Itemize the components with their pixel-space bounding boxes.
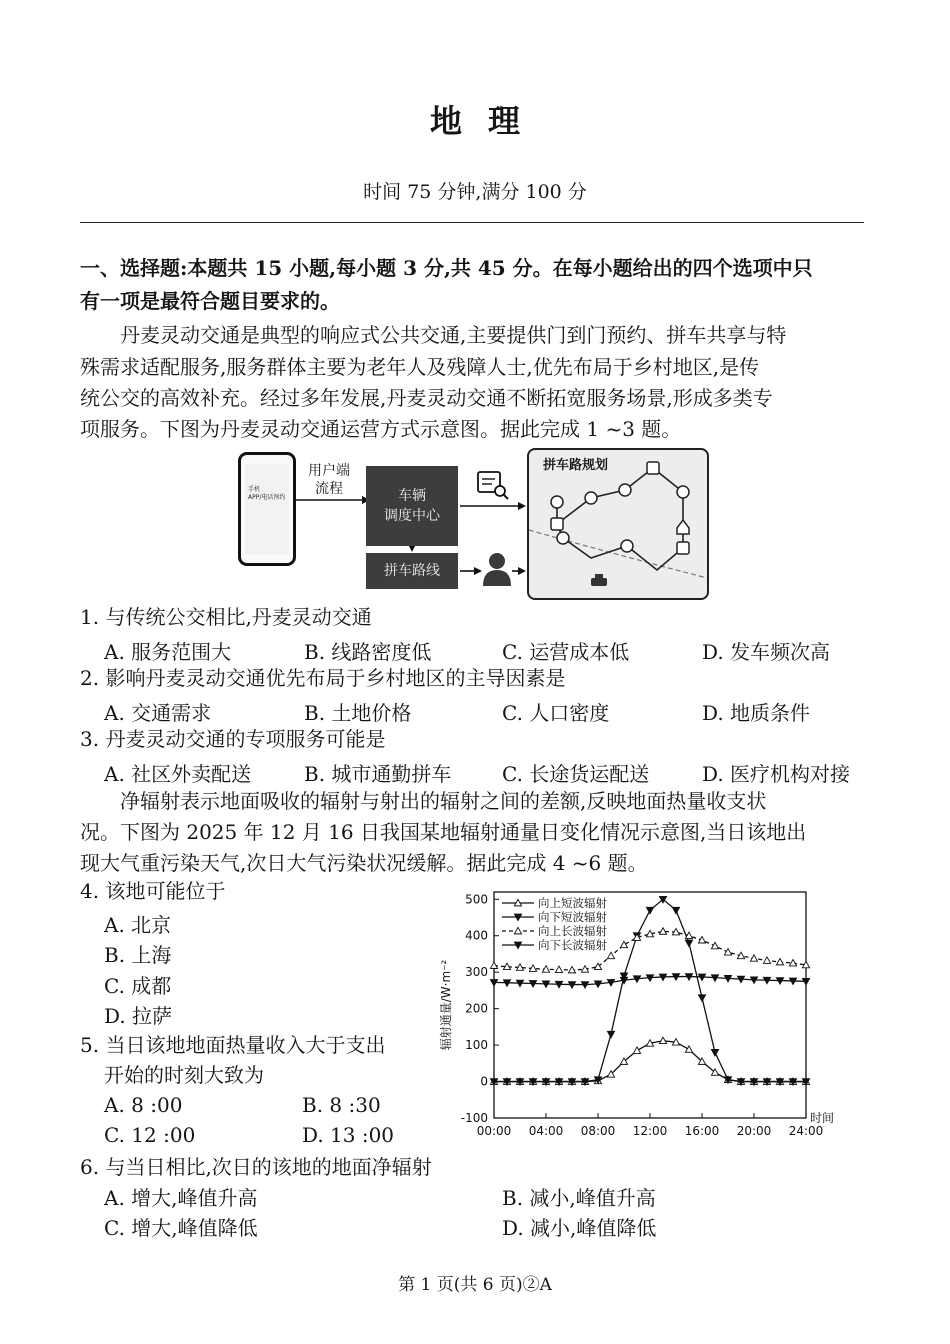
series-3-point xyxy=(607,952,614,958)
map-stop-home-icon xyxy=(677,520,689,534)
x-tick-label: 24:00 xyxy=(788,1124,824,1138)
y-tick-label: -100 xyxy=(460,1111,488,1125)
exam-info: 时间 75 分钟,满分 100 分 xyxy=(363,181,587,203)
passage2-line3: 现大气重污染天气,次日大气污染状况缓解。据此完成 4 ~6 题。 xyxy=(80,851,648,875)
series-1-point xyxy=(685,1046,692,1052)
question-2-option-c: C. 人口密度 xyxy=(502,701,610,725)
question-3-stem: 3. 丹麦灵动交通的专项服务可能是 xyxy=(80,727,386,751)
series-2-point xyxy=(607,1031,614,1037)
legend-marker-3 xyxy=(514,927,521,933)
page-title: 地理 xyxy=(429,102,546,140)
section-heading-line2: 有一项是最符合题目要求的。 xyxy=(80,289,340,313)
legend-label-1: 向上短波辐射 xyxy=(538,896,607,910)
passage2-line2: 况。下图为 2025 年 12 月 16 日我国某地辐射通量日变化情况示意图,当日该地出 xyxy=(80,820,807,844)
x-tick-label: 00:00 xyxy=(476,1124,512,1138)
route-planning-map xyxy=(527,448,709,600)
question-4-option-c: C. 成都 xyxy=(104,974,172,998)
map-stop-pin-icon xyxy=(551,496,563,508)
question-6-option-b: B. 减小,峰值升高 xyxy=(502,1186,656,1210)
question-3-option-c: C. 长途货运配送 xyxy=(502,762,650,786)
passage2-line1: 净辐射表示地面吸收的辐射与射出的辐射之间的差额,反映地面热量收支状 xyxy=(120,789,767,813)
question-2-option-b: B. 土地价格 xyxy=(304,701,412,725)
x-tick-label: 08:00 xyxy=(580,1124,616,1138)
dispatch-center-box xyxy=(366,466,458,546)
map-route xyxy=(529,450,707,598)
map-stop-pin-icon xyxy=(621,540,633,552)
question-6-option-d: D. 减小,峰值降低 xyxy=(502,1216,657,1240)
question-2-option-d: D. 地质条件 xyxy=(702,701,811,725)
series-3-point xyxy=(763,957,770,963)
series-1-point xyxy=(633,1047,640,1053)
question-6-stem: 6. 与当日相比,次日的该地的地面净辐射 xyxy=(80,1155,432,1179)
user-flow-label-line2: 流程 xyxy=(315,481,343,497)
legend-label-3: 向上长波辐射 xyxy=(538,924,607,938)
arrow-head-2 xyxy=(518,502,526,510)
question-1-option-a: A. 服务范围大 xyxy=(104,640,232,664)
y-tick-label: 0 xyxy=(480,1074,488,1089)
question-3-option-a: A. 社区外卖配送 xyxy=(104,762,252,786)
x-tick-label: 20:00 xyxy=(736,1124,772,1138)
series-3-point xyxy=(789,959,796,965)
map-path xyxy=(557,468,683,570)
question-4-stem: 4. 该地可能位于 xyxy=(80,879,226,903)
y-tick-label: 300 xyxy=(465,965,488,980)
phone-icon xyxy=(238,452,296,566)
map-stop-icons xyxy=(551,462,689,554)
legend-label-4: 向下长波辐射 xyxy=(538,938,607,952)
arrow-head-5 xyxy=(518,567,526,575)
passage1-line1: 丹麦灵动交通是典型的响应式公共交通,主要提供门到门预约、拼车共享与特 xyxy=(120,323,787,347)
phone-text-line2: APP/电话预约 xyxy=(248,494,286,501)
passage1-line3: 统公交的高效补充。经过多年发展,丹麦灵动交通不断拓宽服务场景,形成多类专 xyxy=(80,386,773,410)
series-2-point xyxy=(646,907,653,913)
document-search-icon xyxy=(478,472,508,499)
series-2-point xyxy=(698,995,705,1001)
question-3-option-b: B. 城市通勤拼车 xyxy=(304,762,452,786)
phone-text-line1: 手机 xyxy=(248,486,261,493)
map-title: 拼车路规划 xyxy=(543,458,609,473)
y-tick-label: 500 xyxy=(465,892,488,907)
map-stop-pin-icon xyxy=(585,492,597,504)
phone-screen xyxy=(245,464,289,554)
header-divider xyxy=(80,222,864,223)
question-5-stem-line2: 开始的时刻大致为 xyxy=(104,1063,264,1087)
taxi-icon xyxy=(591,574,607,586)
series-line-1 xyxy=(494,1041,806,1082)
question-5-stem-line1: 5. 当日该地地面热量收入大于支出 xyxy=(80,1033,386,1057)
question-1-option-d: D. 发车频次高 xyxy=(702,640,831,664)
y-tick-label: 400 xyxy=(465,928,488,943)
series-2-point xyxy=(672,907,679,913)
page-number: 第 1 页(共 6 页)②A xyxy=(398,1275,552,1295)
user-flow-label-line1: 用户端 xyxy=(308,463,350,479)
passage1-line2: 殊需求适配服务,服务群体主要为老年人及残障人士,优先布局于乡村地区,是传 xyxy=(80,355,760,379)
question-5-option-a: A. 8 :00 xyxy=(104,1093,183,1117)
question-1-stem: 1. 与传统公交相比,丹麦灵动交通 xyxy=(80,605,372,629)
legend-label-2: 向下短波辐射 xyxy=(538,910,607,924)
question-1-option-c: C. 运营成本低 xyxy=(502,640,630,664)
question-4-option-a: A. 北京 xyxy=(104,913,172,937)
series-3-point xyxy=(555,966,562,972)
y-tick-label: 100 xyxy=(465,1038,488,1053)
series-2-point xyxy=(685,940,692,946)
map-stop-building-icon xyxy=(551,518,563,530)
map-stop-pin-icon xyxy=(557,532,569,544)
passage1-line4: 项服务。下图为丹麦灵动交通运营方式示意图。据此完成 1 ~3 题。 xyxy=(80,417,682,441)
dispatch-line1: 车辆 xyxy=(398,488,426,504)
question-4-option-b: B. 上海 xyxy=(104,943,172,967)
series-3-point xyxy=(711,942,718,948)
x-tick-label: 16:00 xyxy=(684,1124,720,1138)
map-stop-pin-icon xyxy=(619,484,631,496)
question-2-option-a: A. 交通需求 xyxy=(104,701,212,725)
dispatch-line2: 调度中心 xyxy=(384,508,440,524)
user-icon xyxy=(483,553,511,586)
y-axis-label: 辐射通量/W·m⁻² xyxy=(439,959,453,1051)
arrow-head-4 xyxy=(474,567,482,575)
map-stop-hospital-icon xyxy=(677,542,689,554)
map-stop-pin-icon xyxy=(677,486,689,498)
x-tick-label: 04:00 xyxy=(528,1124,564,1138)
radiation-flux-chart xyxy=(430,880,850,1160)
carpool-route-box: 拼车路线 xyxy=(366,553,458,589)
x-axis-label: 时间 xyxy=(810,1111,835,1125)
series-3-point xyxy=(724,949,731,955)
y-tick-label: 200 xyxy=(465,1001,488,1016)
section-heading xyxy=(80,252,880,318)
question-5-option-c: C. 12 :00 xyxy=(104,1123,196,1147)
section-heading-line1: 一、选择题:本题共 15 小题,每小题 3 分,共 45 分。在每小题给出的四个选项中只 xyxy=(80,256,813,280)
question-3-option-d: D. 医疗机构对接 xyxy=(702,762,851,786)
x-tick-label: 12:00 xyxy=(632,1124,668,1138)
series-3-point xyxy=(620,941,627,947)
question-2-stem: 2. 影响丹麦灵动交通优先布局于乡村地区的主导因素是 xyxy=(80,666,566,690)
question-5-option-d: D. 13 :00 xyxy=(302,1123,395,1147)
question-1-option-b: B. 线路密度低 xyxy=(304,640,432,664)
map-stop-bus-icon xyxy=(647,462,659,474)
series-2-point xyxy=(711,1050,718,1056)
phone-text xyxy=(248,486,285,502)
question-5-option-b: B. 8 :30 xyxy=(302,1093,381,1117)
question-4-option-d: D. 拉萨 xyxy=(104,1004,173,1028)
question-6-option-a: A. 增大,峰值升高 xyxy=(104,1186,258,1210)
question-6-option-c: C. 增大,峰值降低 xyxy=(104,1216,258,1240)
